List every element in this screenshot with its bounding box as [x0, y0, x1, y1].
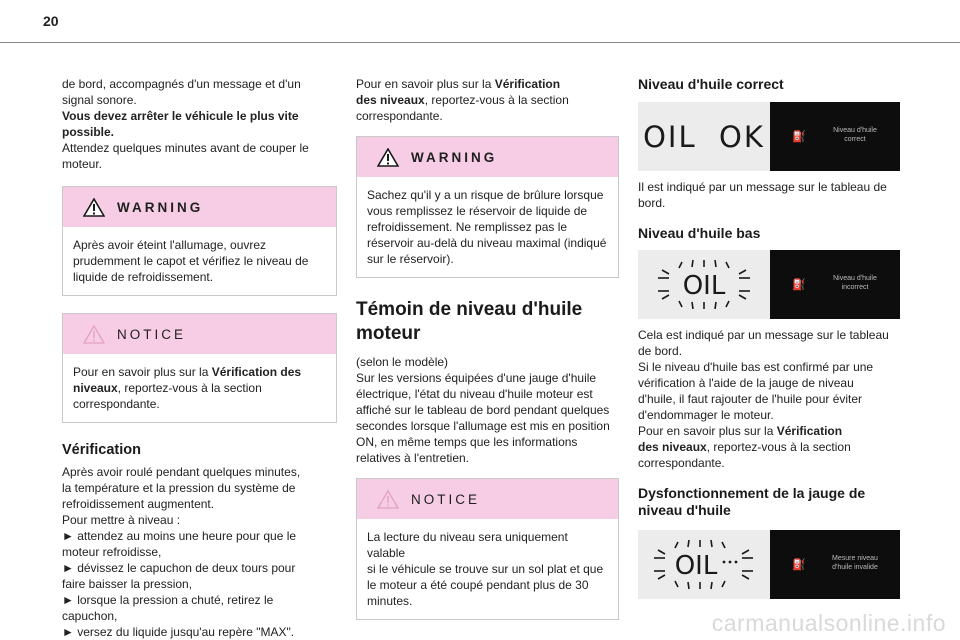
- dashboard-message: [820, 554, 890, 572]
- notice-box: [62, 313, 337, 423]
- dashboard-message-line: Mesure niveau: [832, 555, 878, 562]
- warning-header: [357, 137, 618, 177]
- wait-line-1: Attendez quelques minutes avant de couper le: [62, 141, 309, 155]
- verification-line: ► lorsque la pression a chuté, retirez le: [62, 593, 274, 607]
- oil-flashing-icon: [638, 250, 770, 319]
- oil-fault-flashing-icon: [638, 530, 770, 599]
- notice-text-part: Pour en savoir plus sur la: [73, 365, 212, 379]
- verification-line: ► versez du liquide jusqu'au repère "MAX".: [62, 625, 295, 639]
- verification-line: faire baisser la pression,: [62, 577, 193, 591]
- oil-low-text: [638, 327, 900, 423]
- dashboard-message-line: d'huile invalide: [832, 564, 878, 571]
- dashboard-message-line: correct: [844, 136, 866, 143]
- notice-header: [357, 479, 618, 519]
- body-line: d'huile, il faut rajouter de l'huile pour éviter: [638, 392, 863, 406]
- notice-line: le moteur a été coupé pendant plus de 30: [367, 578, 589, 592]
- warning-label: WARNING: [411, 149, 498, 165]
- warning-label: WARNING: [117, 199, 204, 215]
- footer-watermark: carmanualsonline.info: [711, 610, 946, 636]
- wait-line-2: moteur.: [62, 157, 103, 171]
- stop-instruction-1: Vous devez arrêter le véhicule le plus vite: [62, 109, 299, 123]
- warning-triangle-icon: [83, 198, 105, 217]
- verification-line: Après avoir roulé pendant quelques minutes,: [62, 465, 301, 479]
- stop-instruction-2: possible.: [62, 125, 115, 139]
- notice-text: [357, 519, 618, 619]
- verification-steps: [62, 464, 337, 640]
- warning-text: [357, 177, 618, 277]
- oil-gauge-fault-heading: [638, 485, 900, 519]
- oil-warning-heading: [356, 298, 619, 346]
- more-info-text: , reportez-vous à la section: [424, 93, 569, 107]
- oil-correct-text: [638, 179, 900, 211]
- body-line: Cela est indiqué par un message sur le tableau: [638, 328, 889, 342]
- body-line: électrique, l'état du niveau d'huile moteur est: [356, 387, 593, 401]
- intro-more-info: [356, 76, 619, 124]
- verification-heading: Vérification: [62, 442, 141, 458]
- body-line: de bord.: [638, 344, 683, 358]
- more-info-text: , reportez-vous à la section: [706, 440, 851, 454]
- oil-lamp-text: OIL: [682, 271, 726, 301]
- verification-line: ► dévissez le capuchon de deux tours pour: [62, 561, 296, 575]
- warning-header: [63, 187, 336, 227]
- column-3: [638, 76, 900, 607]
- body-line: secondes lorsque l'allumage est mis en position: [356, 419, 610, 433]
- more-info-text: Pour en savoir plus sur la: [638, 424, 777, 438]
- heading-line: Témoin de niveau d'huile: [356, 299, 583, 320]
- warning-text: [63, 227, 336, 295]
- notice-box-level: [356, 478, 619, 620]
- dashboard-screen: [770, 530, 900, 599]
- body-line: Sur les versions équipées d'une jauge d'huile: [356, 371, 597, 385]
- warning-line: Sachez qu'il y a un risque de brûlure lorsque: [367, 188, 604, 202]
- oil-low-heading: Niveau d'huile bas: [638, 225, 761, 241]
- dashboard-message: [820, 126, 890, 144]
- notice-triangle-icon: [377, 490, 399, 509]
- oil-can-icon: ⛽: [792, 131, 806, 143]
- notice-label: NOTICE: [117, 326, 187, 342]
- more-info-link: Vérification: [776, 424, 843, 438]
- notice-header: [63, 314, 336, 354]
- warning-line: liquide de refroidissement.: [73, 270, 214, 284]
- dashboard-message-line: Niveau d'huile: [833, 127, 877, 134]
- oil-can-icon: ⛽: [792, 279, 806, 291]
- verification-line: Pour mettre à niveau :: [62, 513, 181, 527]
- body-line: bord.: [638, 196, 666, 210]
- oil-warning-body: [356, 354, 619, 466]
- more-info-text: correspondante.: [356, 109, 443, 123]
- body-line: affiché sur le tableau de bord pendant quelques: [356, 403, 610, 417]
- column-1: [62, 76, 337, 640]
- verification-line: ► attendez au moins une heure pour que le: [62, 529, 297, 543]
- oil-can-icon: ⛽: [792, 559, 806, 571]
- dashboard-message-line: Niveau d'huile: [833, 275, 877, 282]
- more-info-text: Pour en savoir plus sur la: [356, 77, 495, 91]
- warning-line: Après avoir éteint l'allumage, ouvrez: [73, 238, 267, 252]
- body-line: ON, en même temps que les informations: [356, 435, 578, 449]
- oil-lamp-text: OIL: [674, 551, 718, 581]
- oil-ok-display: OIL OK: [643, 119, 765, 154]
- column-2: [356, 76, 619, 620]
- body-line: d'endommager le moteur.: [638, 408, 774, 422]
- oil-fault-illustration: [638, 530, 900, 599]
- verification-line: moteur refroidisse,: [62, 545, 162, 559]
- notice-text: [63, 354, 336, 422]
- verification-line: refroidissement augmentent.: [62, 497, 215, 511]
- body-line: Il est indiqué par un message sur le tableau de: [638, 180, 887, 194]
- intro-line-1: de bord, accompagnés d'un message et d'un: [62, 77, 301, 91]
- page-number: 20: [43, 13, 59, 29]
- dashboard-screen: [770, 250, 900, 319]
- verification-line: la température et la pression du système de: [62, 481, 296, 495]
- notice-triangle-icon: [83, 325, 105, 344]
- oil-correct-heading: Niveau d'huile correct: [638, 76, 784, 92]
- warning-line: sur le réservoir).: [367, 252, 454, 266]
- notice-label: NOTICE: [411, 491, 481, 507]
- heading-line: Dysfonctionnement de la jauge de: [638, 485, 866, 501]
- dashboard-message: [820, 274, 890, 292]
- oil-ok-illustration: [638, 102, 900, 171]
- body-line: relatives à l'entretien.: [356, 451, 470, 465]
- dashboard-screen: [770, 102, 900, 171]
- oil-low-illustration: [638, 250, 900, 319]
- more-info-text: correspondante.: [638, 456, 725, 470]
- warning-line: prudemment le capot et vérifiez le niveau de: [73, 254, 309, 268]
- body-line: vérification à l'aide de la jauge de niveau: [638, 376, 854, 390]
- heading-line: niveau d'huile: [638, 502, 731, 518]
- verification-line: capuchon,: [62, 609, 118, 623]
- more-info-link: Vérification: [494, 77, 561, 91]
- warning-box-burn: [356, 136, 619, 278]
- notice-line: La lecture du niveau sera uniquement valable: [367, 530, 568, 560]
- notice-line: minutes.: [367, 594, 413, 608]
- intro-line-2: signal sonore.: [62, 93, 137, 107]
- more-info-link: des niveaux: [356, 93, 425, 107]
- warning-line: refroidissement. Ne remplissez pas le: [367, 220, 568, 234]
- heading-line: moteur: [356, 323, 421, 344]
- notice-link-text: Vérification des: [211, 365, 302, 379]
- notice-text-part: correspondante.: [73, 397, 160, 411]
- oil-fault-lamp: [638, 530, 770, 599]
- warning-box: [62, 186, 337, 296]
- warning-line: vous remplissez le réservoir de liquide de: [367, 204, 588, 218]
- oil-ok-lamp: [638, 102, 770, 171]
- oil-low-lamp: [638, 250, 770, 319]
- intro-paragraph: [62, 76, 337, 172]
- warning-line: réservoir au-delà du niveau maximal (indiqué: [367, 236, 607, 250]
- oil-low-more-info: [638, 423, 900, 471]
- dashboard-message-line: incorrect: [841, 284, 869, 291]
- body-line: Si le niveau d'huile bas est confirmé par une: [638, 360, 874, 374]
- notice-link-text: niveaux: [73, 381, 118, 395]
- warning-triangle-icon: [377, 148, 399, 167]
- notice-text-part: , reportez-vous à la section: [117, 381, 262, 395]
- more-info-link: des niveaux: [638, 440, 707, 454]
- body-line: (selon le modèle): [356, 355, 449, 369]
- header-rule: [0, 42, 960, 43]
- notice-line: si le véhicule se trouve sur un sol plat et que: [367, 562, 604, 576]
